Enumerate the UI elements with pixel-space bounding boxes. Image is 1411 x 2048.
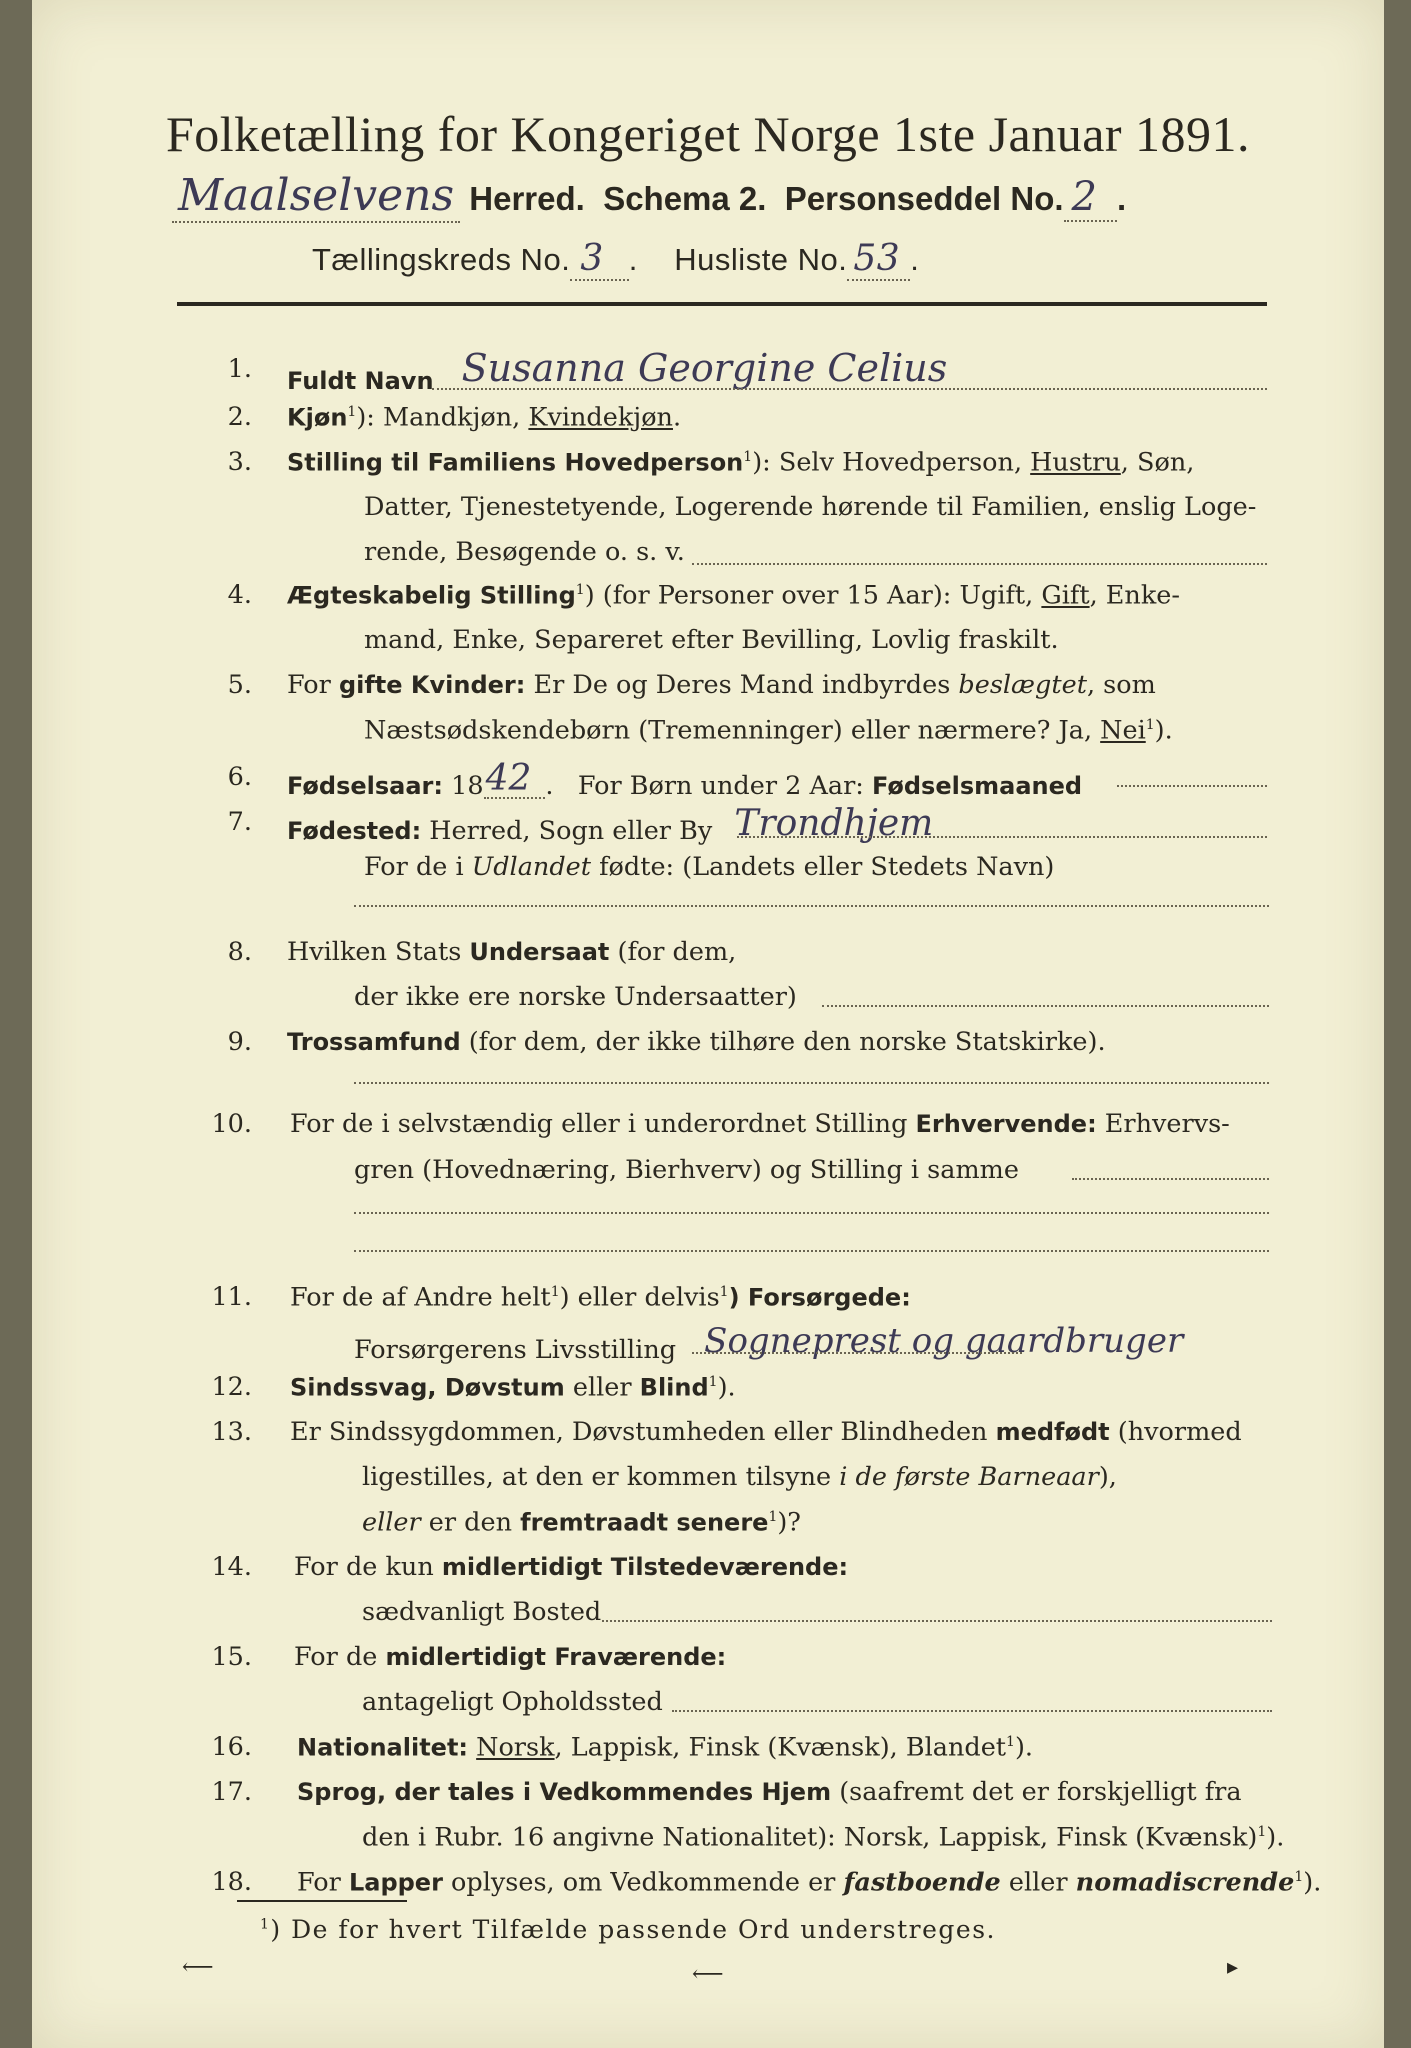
q12-label: Sindssvag, Døvstum	[290, 1373, 565, 1402]
taellingskreds-line: Tællingskreds No. 3 . Husliste No. 53 .	[312, 238, 920, 279]
q13-line2-text: ligestilles, at den er kommen tilsyne	[362, 1462, 840, 1492]
q10-line-b	[354, 1212, 1269, 1214]
q7-line2-italic: Udlandet	[471, 852, 591, 882]
q7-value: Trondhjem	[734, 803, 934, 844]
q11-line	[692, 1352, 1022, 1354]
q15-label: midlertidigt Fraværende:	[385, 1643, 727, 1671]
q8-citizenship	[287, 937, 737, 967]
pen-stroke-center: ⟵	[692, 1962, 724, 1987]
q9-label: Trossamfund	[287, 1028, 461, 1056]
q11-pre: For de af Andre helt	[290, 1282, 551, 1313]
q15-temporary-absent	[294, 1642, 727, 1672]
item-number: 18.	[211, 1867, 252, 1897]
q4-end: , Enke-	[1089, 580, 1181, 611]
q9-text: (for dem, der ikke tilhøre den norske Statskirke).	[460, 1027, 1106, 1057]
item-number: 2.	[227, 402, 252, 432]
husliste-value: 53	[847, 238, 910, 281]
form-title: Folketælling for Kongeriget Norge 1ste Januar 1891.	[165, 106, 1251, 162]
q17-line2-end: ).	[1266, 1822, 1285, 1853]
taellingskreds-value: 3	[570, 238, 628, 281]
q13-text: (hvormed	[1109, 1417, 1242, 1447]
q10-label: Erhvervende:	[915, 1110, 1097, 1138]
q13-line3: eller er den fremtraadt senere$^1$)?	[362, 1507, 801, 1538]
pen-stroke-left: ⟵	[182, 1955, 214, 1980]
q18-italic1: fastboende	[843, 1867, 1001, 1898]
q5-pre: For	[287, 670, 339, 700]
q5-related	[287, 670, 1156, 700]
q3-selected: Hustru	[1030, 447, 1121, 478]
q18-label: Lapper	[348, 1868, 443, 1897]
item-number: 1.	[227, 354, 252, 384]
q5-selected: Nei	[1100, 715, 1146, 746]
item-number: 7.	[227, 807, 252, 837]
q13-label: medfødt	[995, 1418, 1110, 1446]
footnote	[260, 1915, 996, 1944]
q16-label: Nationalitet:	[297, 1733, 469, 1762]
herred-label: Herred.	[469, 180, 585, 217]
q7-line2	[364, 852, 1055, 882]
item-number: 17.	[211, 1777, 252, 1807]
q16-text: , Lappisk, Finsk (Kvænsk), Blandet	[554, 1732, 1007, 1763]
q5-line2: Næstsødskendebørn (Tremenninger) eller nærmere? Ja, Nei$^1$).	[364, 715, 1173, 746]
q17-language	[297, 1777, 1242, 1807]
q5-label: gifte Kvinder:	[338, 671, 526, 699]
q1-value: Susanna Georgine Celius	[461, 346, 948, 390]
q14-temporary-present	[294, 1552, 849, 1582]
q6-year-prefix: 18	[451, 771, 484, 801]
q17-text: (saafremt det er forskjelligt fra	[831, 1777, 1242, 1807]
item-number: 4.	[227, 580, 252, 610]
q17-line2: den i Rubr. 16 angivne Nationalitet): Norsk, Lappisk, Finsk (Kvænsk)$^1$).	[362, 1822, 1285, 1853]
item-number: 13.	[211, 1417, 252, 1447]
q11-line2	[354, 1321, 1184, 1365]
q16-end: ).	[1014, 1732, 1034, 1763]
q14-pre: For de kun	[294, 1552, 442, 1582]
q8-line	[822, 1005, 1269, 1007]
q14-line	[602, 1620, 1272, 1622]
q18-text2: eller	[1000, 1867, 1076, 1898]
q9-religion	[287, 1027, 1106, 1057]
q8-line2: der ikke ere norske Undersaatter)	[354, 982, 797, 1012]
q16-selected: Norsk	[476, 1732, 555, 1763]
item-number: 8.	[227, 937, 252, 967]
q12-label2: Blind	[639, 1373, 709, 1402]
q18-italic2: nomadiscrende	[1075, 1867, 1295, 1898]
item-number: 5.	[227, 670, 252, 700]
q6-year-value: 42	[484, 761, 546, 799]
item-number: 10.	[211, 1109, 252, 1139]
q12-disability: Sindssvag, Døvstum eller Blind$^1$).	[290, 1372, 736, 1403]
q3-line2: Datter, Tjenestetyende, Logerende hørende til Familien, enslig Loge-	[364, 492, 1257, 522]
q2-label: Kjøn	[287, 403, 348, 432]
q18-pre: For	[297, 1867, 349, 1898]
q12-mid: eller	[564, 1372, 640, 1403]
footnote-text: ) De for hvert Tilfælde passende Ord understreges.	[270, 1915, 996, 1944]
q3-label: Stilling til Familiens Hovedperson	[287, 448, 744, 477]
herred-line: Maalselvens Herred. Schema 2. Personseddel No. 2 .	[172, 170, 1126, 223]
q5-text: Er De og Deres Mand indbyrdes	[525, 670, 959, 700]
q3-text: ): Selv Hovedperson,	[752, 447, 1031, 478]
q5-line2-text: Næstsødskendebørn (Tremenninger) eller nærmere? Ja,	[364, 715, 1101, 746]
herred-value: Maalselvens	[172, 170, 460, 223]
q11-label: ) Forsørgede:	[728, 1283, 911, 1312]
personseddel-value: 2	[1064, 174, 1117, 222]
q13-line2	[362, 1462, 1117, 1492]
q12-end: ).	[717, 1372, 736, 1403]
q6-text: For Børn under 2 Aar:	[577, 771, 872, 801]
q5-italic: beslægtet	[958, 670, 1087, 700]
q14-label: midlertidigt Tilstedeværende:	[441, 1553, 849, 1581]
q2-sex	[287, 402, 682, 433]
item-number: 12.	[211, 1372, 252, 1402]
q13-pre: Er Sindssygdommen, Døvstumheden eller Blindheden	[290, 1417, 996, 1447]
schema-label: Schema 2.	[603, 180, 767, 217]
q6-label2: Fødselsmaaned	[871, 772, 1083, 800]
q17-label: Sprog, der tales i Vedkommendes Hjem	[297, 1778, 832, 1806]
q15-line2: antageligt Opholdssted	[362, 1687, 663, 1717]
q2-end: .	[672, 402, 682, 433]
q13-line2-italic: i de første Barneaar	[839, 1462, 1099, 1492]
q5-line2-end: ).	[1154, 715, 1173, 746]
q13-line3-italic: eller	[362, 1507, 421, 1538]
item-number: 9.	[227, 1027, 252, 1057]
q16-nationality: Nationalitet: Norsk, Lappisk, Finsk (Kvænsk), Blandet$^1$).	[297, 1732, 1034, 1763]
q8-pre: Hvilken Stats	[287, 937, 470, 967]
q7-line2-end: fødte: (Landets eller Stedets Navn)	[591, 852, 1055, 882]
q17-line2-text: den i Rubr. 16 angivne Nationalitet): Norsk, Lappisk, Finsk (Kvænsk)	[362, 1822, 1258, 1853]
q7-line	[737, 836, 1267, 838]
item-number: 6.	[227, 762, 252, 792]
q10-pre: For de i selvstændig eller i underordnet Stilling	[290, 1109, 916, 1139]
q1-line	[432, 388, 1267, 390]
q14-line2: sædvanligt Bosted	[362, 1597, 602, 1627]
q13-line2-end: ),	[1098, 1462, 1117, 1492]
q1-label: Fuldt Navn	[287, 367, 434, 395]
q13-line3-text: er den	[420, 1507, 521, 1538]
husliste-label: Husliste No.	[674, 242, 848, 277]
q6-label: Fødselsaar:	[287, 772, 443, 800]
q18-lapps: For Lapper oplyses, om Vedkommende er fastboende eller nomadiscrende$^1$).	[297, 1867, 1322, 1898]
q2-text: ): Mandkjøn,	[356, 402, 529, 433]
q6-birth-year: Fødselsaar: 1842 . For Børn under 2 Aar: Fødselsmaaned	[287, 758, 1083, 801]
item-number: 11.	[211, 1282, 252, 1312]
q7-birthplace	[287, 803, 934, 846]
q5-end: , som	[1086, 670, 1156, 700]
q10-line-a	[1072, 1178, 1269, 1180]
pen-stroke-right: ▸	[1227, 1955, 1239, 1980]
q13-congenital	[290, 1417, 1242, 1447]
footnote-mark: 1	[260, 1916, 271, 1933]
q6-line	[1117, 785, 1267, 787]
q7-label: Fødested:	[287, 817, 422, 845]
q3-line	[692, 563, 1267, 565]
q4-line2: mand, Enke, Separeret efter Bevilling, Lovlig fraskilt.	[364, 625, 1059, 655]
item-number: 3.	[227, 447, 252, 477]
q3-line3: rende, Besøgende o. s. v.	[364, 537, 685, 567]
q4-label: Ægteskabelig Stilling	[287, 581, 576, 610]
q15-line	[672, 1710, 1272, 1712]
q8-text: (for dem,	[609, 937, 737, 967]
q9-line	[354, 1082, 1269, 1084]
q8-label: Undersaat	[469, 938, 610, 966]
item-number: 16.	[211, 1732, 252, 1762]
item-number: 14.	[211, 1552, 252, 1582]
census-form-page	[32, 0, 1384, 2048]
q3-end: , Søn,	[1120, 447, 1195, 478]
q7-line2-text: For de i	[364, 852, 472, 882]
q13-line3-end: )?	[777, 1507, 801, 1538]
q2-selected: Kvindekjøn	[528, 402, 673, 433]
q18-text: oplyses, om Vedkommende er	[442, 1867, 844, 1898]
q11-value: Sogneprest og gaardbruger	[704, 1321, 1184, 1361]
q10-occupation	[290, 1109, 1230, 1139]
taellingskreds-label: Tællingskreds No.	[312, 242, 571, 277]
q10-line2: gren (Hovednæring, Bierhverv) og Stilling i samme	[354, 1155, 1019, 1185]
q10-text: Erhvervs-	[1096, 1109, 1230, 1139]
q18-end: ).	[1303, 1867, 1322, 1898]
q11-mid: ) eller delvis	[559, 1282, 720, 1313]
footnote-rule	[237, 1900, 407, 1902]
q7-foreign-line	[354, 905, 1269, 907]
q4-marital: Ægteskabelig Stilling$^1$) (for Personer over 15 Aar): Ugift, Gift, Enke-	[287, 580, 1181, 611]
q10-line-c	[354, 1250, 1269, 1252]
q15-pre: For de	[294, 1642, 386, 1672]
q2-footnote-mark: 1	[347, 404, 357, 420]
item-number: 15.	[211, 1642, 252, 1672]
q13-line3-bold: fremtraadt senere	[520, 1508, 769, 1537]
q11-supported: For de af Andre helt$^1$) eller delvis$^1$) Forsørgede:	[290, 1282, 911, 1313]
header-rule	[177, 302, 1267, 306]
q11-line2-text: Forsørgerens Livsstilling	[354, 1335, 677, 1365]
q4-selected: Gift	[1041, 580, 1090, 611]
personseddel-label: Personseddel No.	[784, 180, 1064, 217]
q3-position: Stilling til Familiens Hovedperson$^1$): Selv Hovedperson, Hustru, Søn,	[287, 447, 1195, 478]
q4-text: ) (for Personer over 15 Aar): Ugift,	[584, 580, 1042, 611]
q7-text: Herred, Sogn eller By	[421, 816, 713, 846]
